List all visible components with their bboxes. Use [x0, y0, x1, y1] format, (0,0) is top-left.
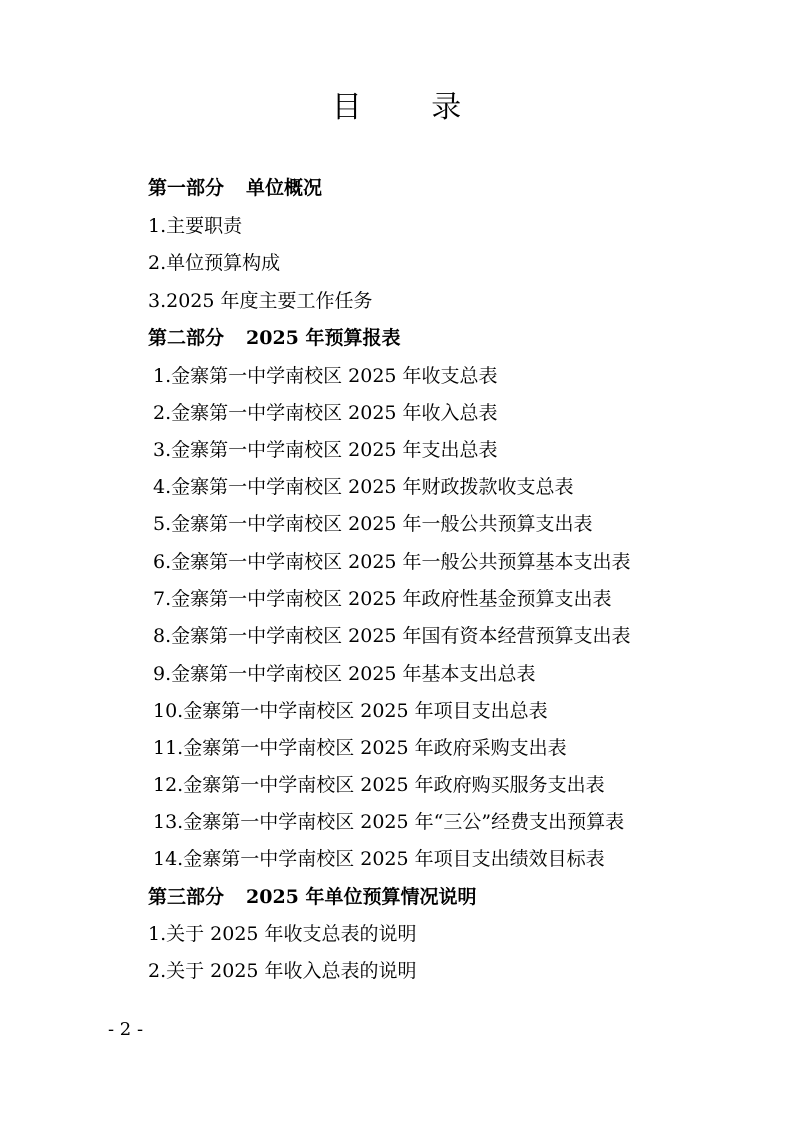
part2-heading — [148, 325, 401, 351]
toc-item: 12.金寨第一中学南校区 2025 年政府购买服务支出表 — [153, 774, 605, 796]
part1-title: 单位概况 — [246, 177, 323, 199]
toc-item: 10.金寨第一中学南校区 2025 年项目支出总表 — [153, 700, 548, 722]
toc-item: 5.金寨第一中学南校区 2025 年一般公共预算支出表 — [153, 513, 593, 535]
page-title: 目 录 — [331, 90, 492, 125]
toc-item: 13.金寨第一中学南校区 2025 年“三公”经费支出预算表 — [153, 811, 625, 833]
toc-item: 7.金寨第一中学南校区 2025 年政府性基金预算支出表 — [153, 588, 612, 610]
part3-label: 第三部分 — [148, 886, 225, 908]
part3-heading — [148, 884, 477, 910]
toc-item: 6.金寨第一中学南校区 2025 年一般公共预算基本支出表 — [153, 551, 631, 573]
part1-heading — [148, 175, 322, 201]
toc-item: 1.关于 2025 年收支总表的说明 — [148, 923, 417, 945]
toc-item: 1.主要职责 — [148, 215, 243, 237]
part2-title: 2025 年预算报表 — [246, 327, 401, 349]
page-number: - 2 - — [108, 1019, 144, 1040]
toc-item: 3.金寨第一中学南校区 2025 年支出总表 — [153, 439, 498, 461]
part2-label: 第二部分 — [148, 327, 225, 349]
toc-item: 8.金寨第一中学南校区 2025 年国有资本经营预算支出表 — [153, 625, 631, 647]
toc-item: 14.金寨第一中学南校区 2025 年项目支出绩效目标表 — [153, 848, 605, 870]
part1-label: 第一部分 — [148, 177, 225, 199]
toc-item: 2.金寨第一中学南校区 2025 年收入总表 — [153, 402, 498, 424]
part3-title: 2025 年单位预算情况说明 — [246, 886, 477, 908]
toc-item: 4.金寨第一中学南校区 2025 年财政拨款收支总表 — [153, 476, 574, 498]
toc-item: 3.2025 年度主要工作任务 — [148, 290, 373, 312]
toc-item: 9.金寨第一中学南校区 2025 年基本支出总表 — [153, 663, 536, 685]
toc-item: 11.金寨第一中学南校区 2025 年政府采购支出表 — [153, 737, 567, 759]
toc-item: 2.关于 2025 年收入总表的说明 — [148, 960, 417, 982]
toc-item: 2.单位预算构成 — [148, 252, 281, 274]
toc-item: 1.金寨第一中学南校区 2025 年收支总表 — [153, 365, 498, 387]
